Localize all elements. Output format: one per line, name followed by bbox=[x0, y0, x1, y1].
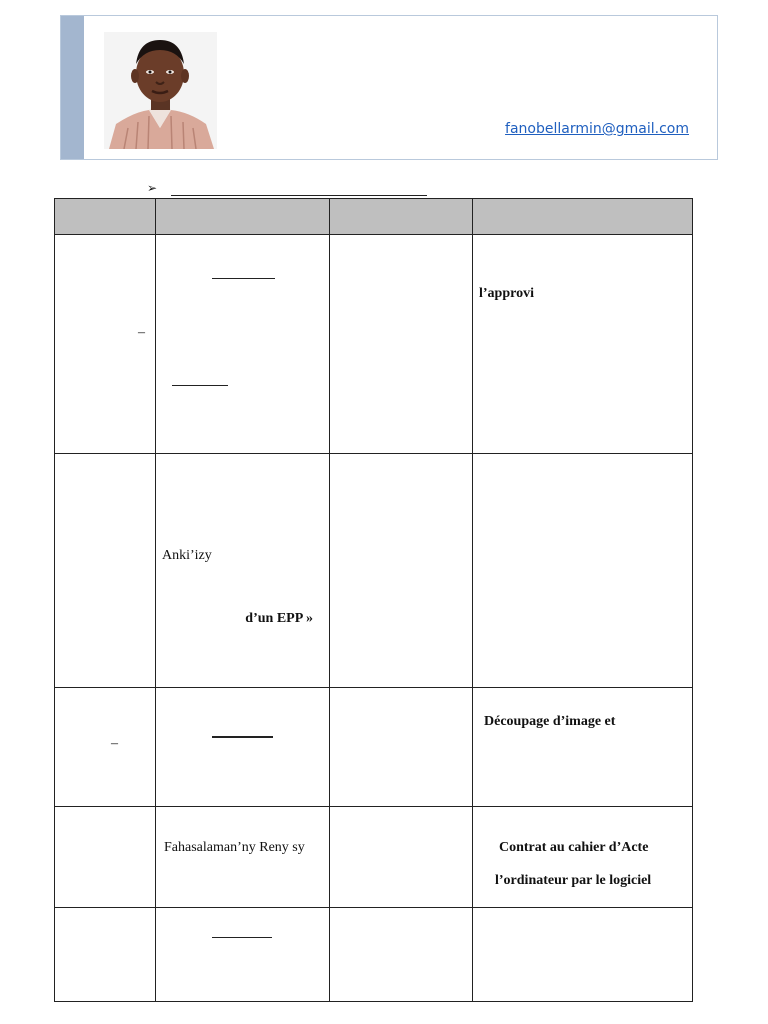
email-link[interactable]: fanobellarmin@gmail.com bbox=[505, 121, 689, 137]
cell-text: l’ordinateur par le logiciel bbox=[495, 873, 652, 888]
table-cell bbox=[473, 235, 693, 454]
underline-mark bbox=[212, 937, 272, 938]
dash-text: – bbox=[111, 736, 118, 751]
table-header-cell bbox=[330, 199, 473, 235]
cell-text: d’un EPP » bbox=[245, 611, 313, 626]
cell-text: Anki’izy bbox=[162, 548, 212, 563]
section-heading-underline bbox=[171, 195, 427, 196]
table-row bbox=[55, 454, 693, 688]
table-cell bbox=[473, 454, 693, 688]
underline-mark bbox=[212, 736, 273, 738]
table-cell bbox=[473, 688, 693, 807]
table-cell bbox=[156, 235, 330, 454]
table-header-row bbox=[55, 199, 693, 235]
table-header-cell bbox=[55, 199, 156, 235]
dash-text: – bbox=[138, 325, 145, 340]
table-cell bbox=[156, 454, 330, 688]
table-row bbox=[55, 688, 693, 807]
table-cell bbox=[55, 908, 156, 1002]
table-cell bbox=[473, 807, 693, 908]
table-header-cell bbox=[473, 199, 693, 235]
arrow-bullet-icon: ➢ bbox=[147, 181, 158, 195]
table-cell bbox=[330, 908, 473, 1002]
cell-text: Découpage d’image et bbox=[484, 714, 616, 729]
table-cell bbox=[55, 807, 156, 908]
portrait-photo bbox=[104, 32, 217, 149]
table-header-cell bbox=[156, 199, 330, 235]
table-row bbox=[55, 235, 693, 454]
table-row bbox=[55, 908, 693, 1002]
underline-mark bbox=[172, 385, 228, 386]
table-cell bbox=[330, 807, 473, 908]
header-accent-bar bbox=[61, 16, 84, 159]
header-card bbox=[60, 15, 718, 160]
table-cell bbox=[156, 908, 330, 1002]
table-cell bbox=[330, 454, 473, 688]
experience-table bbox=[54, 198, 693, 1002]
table-cell bbox=[55, 688, 156, 807]
table-row bbox=[55, 807, 693, 908]
table-cell bbox=[156, 807, 330, 908]
cell-text: l’approvi bbox=[479, 286, 534, 301]
cell-text: Fahasalaman’ny Reny sy bbox=[164, 840, 305, 855]
underline-mark bbox=[212, 278, 275, 279]
table-cell bbox=[330, 688, 473, 807]
table-cell bbox=[55, 235, 156, 454]
table-cell bbox=[330, 235, 473, 454]
table-cell bbox=[156, 688, 330, 807]
table-cell bbox=[473, 908, 693, 1002]
table-cell bbox=[55, 454, 156, 688]
cell-text: Contrat au cahier d’Acte bbox=[499, 840, 649, 855]
